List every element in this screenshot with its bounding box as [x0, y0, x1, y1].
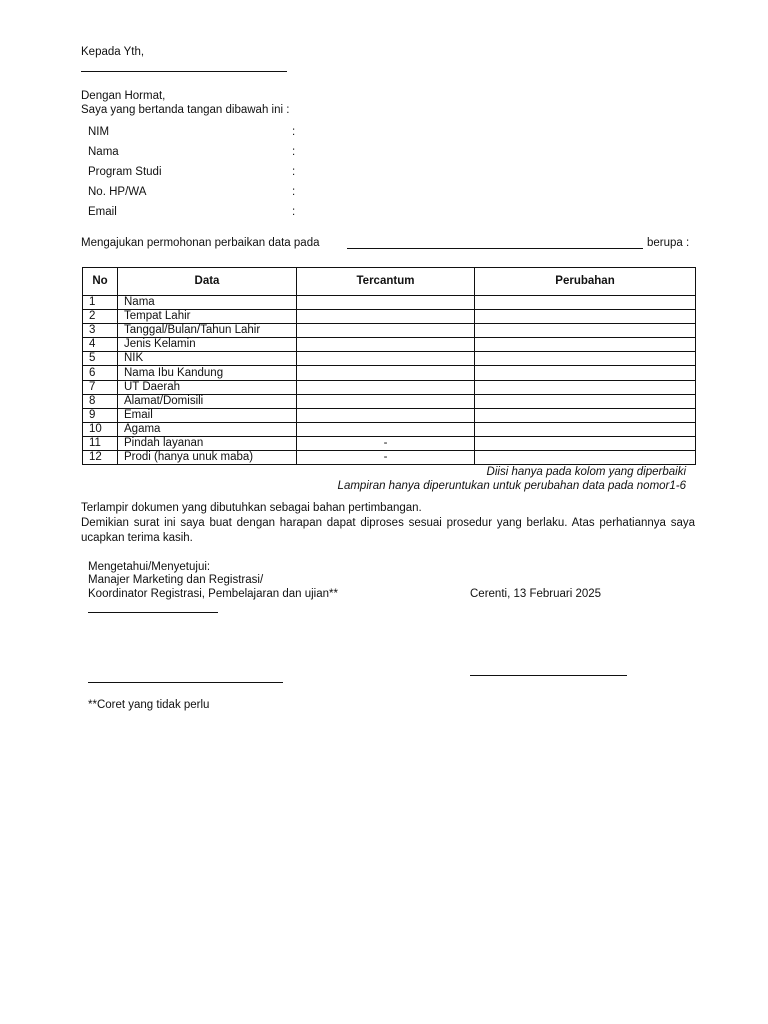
place-date: Cerenti, 13 Februari 2025 [470, 588, 602, 600]
row-tercantum[interactable] [297, 380, 475, 394]
field-email [88, 206, 117, 218]
row-data: NIK [118, 352, 297, 366]
row-no: 10 [83, 422, 118, 436]
table-row [83, 451, 696, 465]
row-no: 8 [83, 394, 118, 408]
approval-title-2: Koordinator Registrasi, Pembelajaran dan ujian** [88, 588, 338, 600]
row-no: 1 [83, 296, 118, 310]
row-data: Agama [118, 422, 297, 436]
table-row [83, 394, 696, 408]
correction-table [82, 267, 696, 465]
note-fill-changed-only: Diisi hanya pada kolom yang diperbaiki [486, 466, 686, 478]
row-tercantum[interactable] [297, 296, 475, 310]
table-row [83, 380, 696, 394]
row-data: Tanggal/Bulan/Tahun Lahir [118, 324, 297, 338]
table-header-row [83, 268, 696, 296]
table-row [83, 296, 696, 310]
request-blank-line [347, 248, 643, 249]
row-perubahan[interactable] [475, 324, 696, 338]
table-row [83, 324, 696, 338]
row-data: Tempat Lahir [118, 310, 297, 324]
table-row [83, 338, 696, 352]
row-data: Prodi (hanya unuk maba) [118, 451, 297, 465]
header-tercantum: Tercantum [297, 268, 475, 296]
table-row [83, 422, 696, 436]
intro-text: Saya yang bertanda tangan dibawah ini : [81, 104, 290, 116]
applicant-signature-line [470, 675, 627, 676]
field-phone [88, 186, 146, 198]
row-tercantum[interactable]: - [297, 451, 475, 465]
row-no: 9 [83, 408, 118, 422]
header-data: Data [118, 268, 297, 296]
row-tercantum[interactable] [297, 338, 475, 352]
row-no: 11 [83, 436, 118, 450]
row-tercantum[interactable] [297, 352, 475, 366]
approval-title-1: Manajer Marketing dan Registrasi/ [88, 574, 264, 586]
row-tercantum[interactable] [297, 422, 475, 436]
row-perubahan[interactable] [475, 352, 696, 366]
field-separator: : [292, 186, 296, 198]
row-no: 3 [83, 324, 118, 338]
field-separator: : [292, 206, 296, 218]
field-separator: : [292, 126, 296, 138]
row-perubahan[interactable] [475, 436, 696, 450]
row-tercantum[interactable] [297, 394, 475, 408]
header-no: No [83, 268, 118, 296]
row-tercantum[interactable] [297, 324, 475, 338]
row-perubahan[interactable] [475, 366, 696, 380]
row-perubahan[interactable] [475, 422, 696, 436]
table-row [83, 436, 696, 450]
header-perubahan: Perubahan [475, 268, 696, 296]
row-perubahan[interactable] [475, 380, 696, 394]
request-suffix: berupa : [647, 237, 690, 249]
footnote: **Coret yang tidak perlu [88, 699, 210, 711]
field-nim [88, 126, 109, 138]
request-prefix: Mengajukan permohonan perbaikan data pada [81, 237, 320, 249]
row-perubahan[interactable] [475, 451, 696, 465]
table-row [83, 310, 696, 324]
approval-label: Mengetahui/Menyetujui: [88, 561, 211, 573]
field-separator: : [292, 166, 296, 178]
row-no: 12 [83, 451, 118, 465]
table-row [83, 366, 696, 380]
row-data: Pindah layanan [118, 436, 297, 450]
row-perubahan[interactable] [475, 310, 696, 324]
table-row [83, 408, 696, 422]
field-separator: : [292, 146, 296, 158]
row-data: Alamat/Domisili [118, 394, 297, 408]
row-perubahan[interactable] [475, 338, 696, 352]
recipient-blank-line [81, 71, 287, 72]
row-data: Nama [118, 296, 297, 310]
row-no: 4 [83, 338, 118, 352]
approval-blank-line [88, 612, 218, 613]
row-no: 6 [83, 366, 118, 380]
row-perubahan[interactable] [475, 296, 696, 310]
row-data: Email [118, 408, 297, 422]
field-label: No. HP/WA [88, 186, 147, 198]
field-label: Email [88, 206, 117, 218]
row-tercantum[interactable] [297, 366, 475, 380]
row-perubahan[interactable] [475, 394, 696, 408]
row-tercantum[interactable]: - [297, 436, 475, 450]
row-data: UT Daerah [118, 380, 297, 394]
recipient-label: Kepada Yth, [81, 46, 145, 58]
row-tercantum[interactable] [297, 408, 475, 422]
table-row [83, 352, 696, 366]
row-perubahan[interactable] [475, 408, 696, 422]
row-data: Jenis Kelamin [118, 338, 297, 352]
closing-attachment-text: Terlampir dokumen yang dibutuhkan sebagai bahan pertimbangan. [81, 502, 422, 514]
row-data: Nama Ibu Kandung [118, 366, 297, 380]
approver-signature-line [88, 682, 283, 683]
field-label: Nama [88, 146, 119, 158]
row-no: 7 [83, 380, 118, 394]
note-attachment: Lampiran hanya diperuntukan untuk perubahan data pada nomor1-6 [337, 480, 686, 492]
field-program-studi [88, 166, 162, 178]
row-no: 2 [83, 310, 118, 324]
field-label: NIM [88, 126, 110, 138]
row-tercantum[interactable] [297, 310, 475, 324]
row-no: 5 [83, 352, 118, 366]
greeting: Dengan Hormat, [81, 90, 166, 102]
field-nama [88, 146, 119, 158]
closing-paragraph: Demikian surat ini saya buat dengan harapan dapat diproses sesuai prosedur yang berlaku. Atas perhatiannya saya ucapkan terima kasih. [81, 517, 695, 544]
field-label: Program Studi [88, 166, 162, 178]
